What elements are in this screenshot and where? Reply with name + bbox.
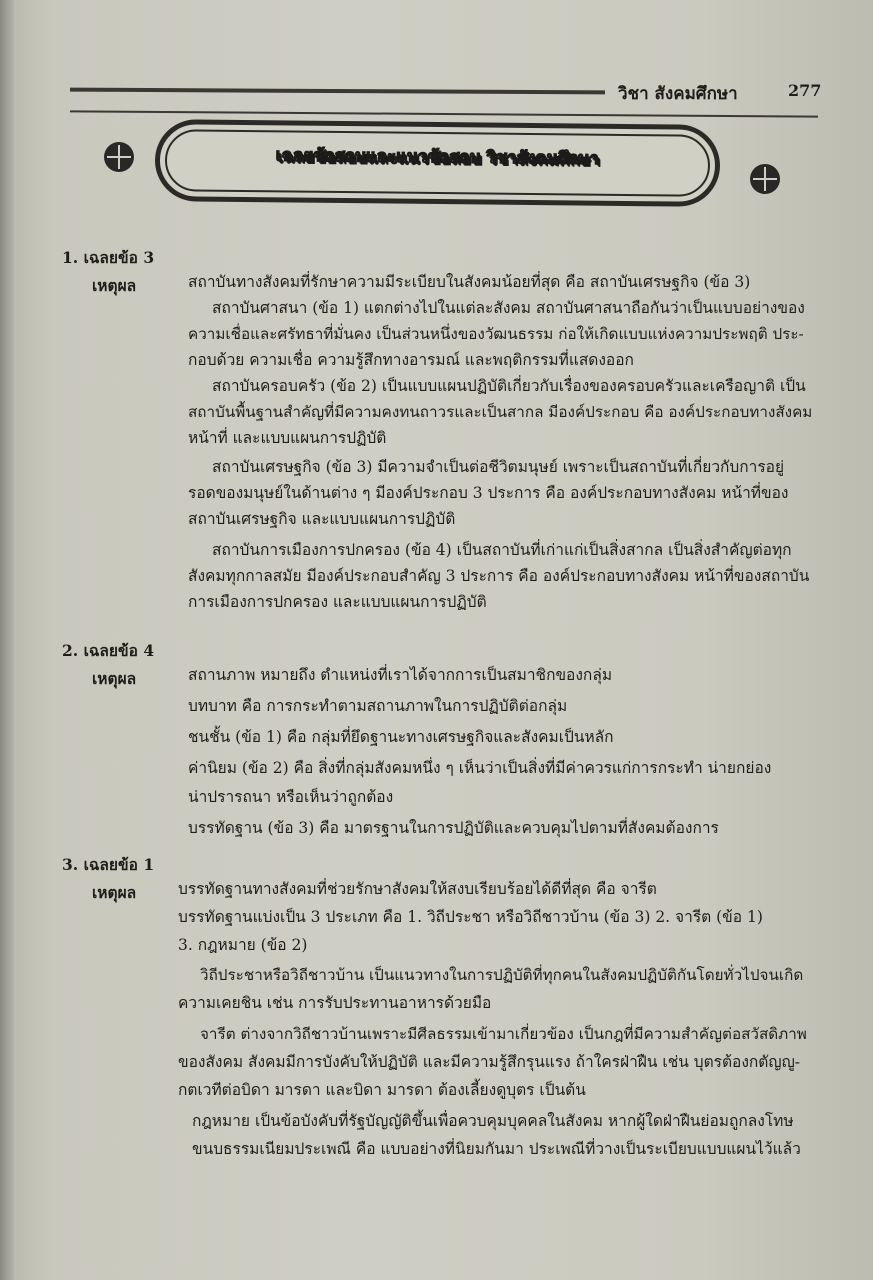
answer-number: 1. เฉลยข้อ 3 [62,248,155,267]
reason-label: เหตุผล [92,883,137,902]
body-line: ความเชื่อและศรัทธาที่มั่นคง เป็นส่วนหนึ่งของวัฒนธรรม ก่อให้เกิดแบบแห่งความประพฤติ ประ- [188,325,804,343]
header-rule-thick [70,88,605,95]
body-line: บรรทัดฐานทางสังคมที่ช่วยรักษาสังคมให้สงบเรียบร้อยได้ดีที่สุด คือ จารีต [178,880,657,898]
body-line: กฎหมาย เป็นข้อบังคับที่รัฐบัญญัติขึ้นเพื่อควบคุมบุคคลในสังคม หากผู้ใดฝ่าฝืนย่อมถูกลงโทษ [192,1112,794,1130]
section-banner [155,119,721,207]
body-line: สถาบันการเมืองการปกครอง (ข้อ 4) เป็นสถาบันที่เก่าแก่เป็นสิ่งสากล เป็นสิ่งสำคัญต่อทุก [212,541,792,559]
body-line: กตเวทีต่อบิดา มารดา และบิดา มารดา ต้องเลี้ยงดูบุตร เป็นต้น [178,1081,586,1099]
body-line: กอบด้วย ความเชื่อ ความรู้สึกทางอารมณ์ และพฤติกรรมที่แสดงออก [188,351,634,369]
running-header-subject: วิชา สังคมศึกษา [618,84,738,104]
answer-number: 3. เฉลยข้อ 1 [62,855,155,874]
body-line: บรรทัดฐานแบ่งเป็น 3 ประเภท คือ 1. วิถีประชา หรือวิถีชาวบ้าน (ข้อ 3) 2. จารีต (ข้อ 1) [178,908,763,926]
page-number: 277 [788,81,822,100]
body-line: หน้าที่ และแบบแผนการปฏิบัติ [188,429,387,447]
page-binding-edge [0,0,14,1280]
body-line: สังคมทุกกาลสมัย มีองค์ประกอบสำคัญ 3 ประการ คือ องค์ประกอบทางสังคม หน้าที่ของสถาบัน [188,567,810,585]
banner-title: เฉลยข้อสอบและแนวข้อสอบ วิชาสังคมศึกษา [275,145,600,168]
body-line: สถาบันพื้นฐานสำคัญที่มีความคงทนถาวรและเป็นสากล มีองค์ประกอบ คือ องค์ประกอบทางสังคม [188,403,813,421]
reason-label: เหตุผล [92,276,137,295]
body-line: การเมืองการปกครอง และแบบแผนการปฏิบัติ [188,593,487,611]
body-line: บทบาท คือ การกระทำตามสถานภาพในการปฏิบัติต่อกลุ่ม [188,697,568,715]
body-line: จารีต ต่างจากวิถีชาวบ้านเพราะมีศีลธรรมเข้ามาเกี่ยวข้อง เป็นกฎที่มีความสำคัญต่อสวัสดิภาพ [200,1025,807,1043]
body-line: สถาบันศาสนา (ข้อ 1) แตกต่างไปในแต่ละสังคม สถาบันศาสนาถือกันว่าเป็นแบบอย่างของ [212,299,805,317]
body-line: น่าปรารถนา หรือเห็นว่าถูกต้อง [188,788,394,806]
body-line: ขนบธรรมเนียมประเพณี คือ แบบอย่างที่นิยมกันมา ประเพณีที่วางเป็นระเบียบแบบแผนไว้แล้ว [192,1140,801,1158]
body-line: ชนชั้น (ข้อ 1) คือ กลุ่มที่ยึดฐานะทางเศรษฐกิจและสังคมเป็นหลัก [188,728,614,746]
body-line: สถานภาพ หมายถึง ตำแหน่งที่เราได้จากการเป็นสมาชิกของกลุ่ม [188,666,613,684]
header-rule-thin [70,110,818,117]
body-line: สถาบันทางสังคมที่รักษาความมีระเบียบในสังคมน้อยที่สุด คือ สถาบันเศรษฐกิจ (ข้อ 3) [188,273,751,291]
body-line: สถาบันเศรษฐกิจ และแบบแผนการปฏิบัติ [188,510,456,528]
reason-label: เหตุผล [92,669,137,688]
body-line: ค่านิยม (ข้อ 2) คือ สิ่งที่กลุ่มสังคมหนึ่ง ๆ เห็นว่าเป็นสิ่งที่มีค่าควรแก่การกระทำ น่ายกย่อง [188,759,772,777]
body-line: ความเคยชิน เช่น การรับประทานอาหารด้วยมือ [178,994,492,1012]
body-line: 3. กฎหมาย (ข้อ 2) [178,936,308,954]
body-line: สถาบันครอบครัว (ข้อ 2) เป็นแบบแผนปฏิบัติเกี่ยวกับเรื่องของครอบครัวและเครือญาติ เป็น [212,377,806,395]
body-line: ของสังคม สังคมมีการบังคับให้ปฏิบัติ และมีความรู้สึกรุนแรง ถ้าใครฝ่าฝืน เช่น บุตรต้องกตัญญู- [178,1053,801,1071]
body-line: รอดของมนุษย์ในด้านต่าง ๆ มีองค์ประกอบ 3 ประการ คือ องค์ประกอบทางสังคม หน้าที่ของ [188,484,789,502]
crosshair-circle-icon [750,164,780,194]
body-line: สถาบันเศรษฐกิจ (ข้อ 3) มีความจำเป็นต่อชีวิตมนุษย์ เพราะเป็นสถาบันที่เกี่ยวกับการอยู่ [212,458,785,476]
crosshair-circle-icon [104,142,134,172]
body-line: บรรทัดฐาน (ข้อ 3) คือ มาตรฐานในการปฏิบัติและควบคุมไปตามที่สังคมต้องการ [188,819,719,837]
answer-number: 2. เฉลยข้อ 4 [62,641,155,660]
body-line: วิถีประชาหรือวิถีชาวบ้าน เป็นแนวทางในการปฏิบัติที่ทุกคนในสังคมปฏิบัติกันโดยทั่วไปจนเกิด [200,966,804,984]
